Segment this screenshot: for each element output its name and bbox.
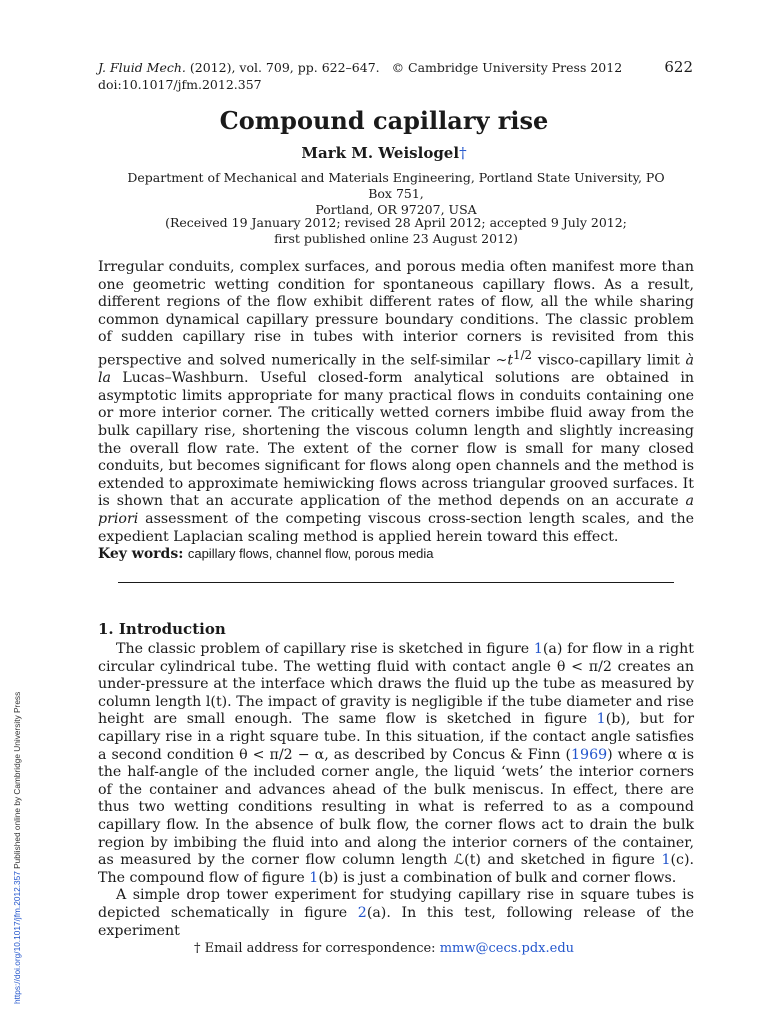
figure-link[interactable]: 1 [661, 852, 671, 869]
divider [118, 582, 674, 583]
author-footnote-link[interactable]: † [459, 144, 467, 162]
introduction-body [98, 641, 694, 940]
received-dates: (Received 19 January 2012; revised 28 April 2012; accepted 9 July 2012; first published online 23 August 2012) [165, 215, 627, 246]
abstract: Irregular conduits, complex surfaces, and porous media often manifest more than one geometric wetting condition for spontaneous capillary flows. As a result, different regions of the flow exhibit different rates of flow, all the while sharing common dynamical capillary pressure boundary conditions. The classic problem of sudden capillary rise in tubes with interior corners is revisited from this perspective and solved numerically in the self-similar $\sim t^{1/2}$ visco-capillary limit à la Lucas–Washburn. Useful closed-form analytical solutions are obtained in asymptotic limits appropriate for many practical flows in conduits containing one or more interior corner. The critically wetted corners imbibe fluid away from the bulk capillary rise, shortening the viscous column length and slightly increasing the overall flow rate. The extent of the corner flow is small for many closed conduits, but becomes significant for flows along open channels and the method is extended to approximate hemiwicking flows across triangular grooved surfaces. It is shown that an accurate application of the method depends on an accurate a priori assessment of the competing viscous cross-section length scales, and the expedient Laplacian scaling method is applied herein toward this effect. [98, 259, 694, 545]
figure-link[interactable]: 2 [357, 904, 367, 921]
figure-link[interactable]: 1 [596, 711, 606, 728]
footnote: † Email address for correspondence: mmw@cecs.pdx.edu [193, 941, 575, 956]
page-number: 622 [664, 58, 693, 76]
citation-link[interactable]: 1969 [571, 746, 608, 763]
figure-link[interactable]: 1 [533, 641, 543, 657]
running-header [98, 59, 698, 93]
citation: J. Fluid Mech. (2012), vol. 709, pp. 622–647. © Cambridge University Press 2012 [98, 60, 623, 75]
section-heading: 1. Introduction [98, 620, 226, 638]
keywords-value: capillary flows, channel flow, porous media [187, 546, 434, 561]
paragraph: A simple drop tower experiment for studying capillary rise in square tubes is depicted schematically in figure 2(a). In this test, following release of the experiment [98, 887, 694, 939]
email-link[interactable]: mmw@cecs.pdx.edu [439, 941, 575, 956]
paper-title: Compound capillary rise [219, 106, 549, 135]
paragraph: The classic problem of capillary rise is sketched in figure 1(a) for flow in a right circular cylindrical tube. The wetting fluid with contact angle θ < π/2 creates an under-pressure at the interface which draws the fluid up the tube as measured by column length l(t). The impact of gravity is negligible if the tube diameter and rise height are small enough. The same flow is sketched in figure 1(b), but for capillary rise in a right square tube. In this situation, if the contact angle satisfies a second condition θ < π/2 − α, as described by Concus & Finn (1969) where α is the half-angle of the included corner angle, the liquid ‘wets’ the interior corners of the container and advances ahead of the bulk meniscus. In effect, there are thus two wetting conditions resulting in what is referred to as a compound capillary flow. In the absence of bulk flow, the corner flows act to drain the bulk region by imbibing the fluid into and along the interior corners of the container, as measured by the corner flow column length ℒ(t) and sketched in figure 1(c). The compound flow of figure 1(b) is just a combination of bulk and corner flows. [98, 641, 694, 886]
keywords [98, 546, 694, 562]
figure-link[interactable]: 1 [309, 869, 319, 886]
author-name: Mark M. Weislogel [301, 144, 460, 162]
side-doi-link[interactable]: https://doi.org/10.1017/jfm.2012.357 [12, 871, 22, 1004]
affiliation: Department of Mechanical and Materials Engineering, Portland State University, PO Box 751, Portland, OR 97207, USA [127, 170, 665, 217]
side-doi-stamp: https://doi.org/10.1017/jfm.2012.357 Published online by Cambridge University Press [12, 691, 22, 1004]
doi: doi:10.1017/jfm.2012.357 [98, 77, 262, 92]
keywords-label: Key words: [98, 546, 184, 562]
author [0, 144, 768, 162]
